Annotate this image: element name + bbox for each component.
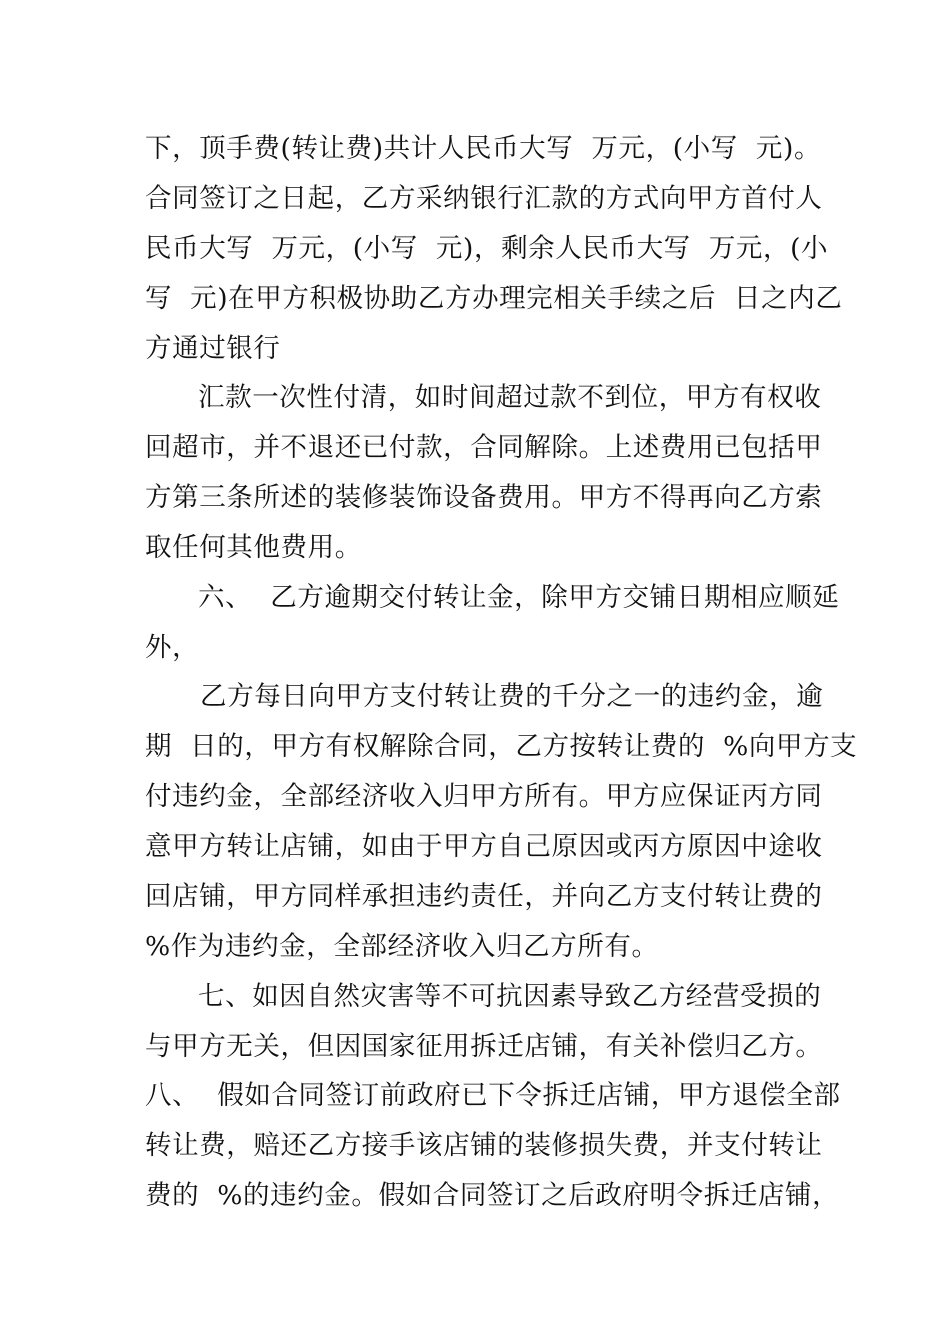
- text-line: 付违约金，全部经济收入归甲方所有。甲方应保证丙方同: [145, 781, 823, 812]
- text-line: 取任何其他费用。: [145, 532, 362, 563]
- paragraph-first-line: 乙方每日向甲方支付转让费的千分之一的违约金，逾: [200, 681, 824, 712]
- text-line: 方第三条所述的装修装饰设备费用。甲方不得再向乙方索: [145, 482, 823, 513]
- text-line: 意甲方转让店铺，如由于甲方自己原因或丙方原因中途收: [145, 831, 823, 862]
- text-line: 与甲方无关，但因国家征用拆迁店铺，有关补偿归乙方。: [145, 1031, 823, 1062]
- paragraph-first-line: 汇款一次性付清，如时间超过款不到位，甲方有权收: [198, 382, 822, 413]
- text-line: 费的 %的违约金。假如合同签订之后政府明令拆迁店铺，: [145, 1180, 840, 1211]
- text-line: 回超市，并不退还已付款，合同解除。上述费用已包括甲: [145, 432, 823, 463]
- text-line: 下，顶手费(转让费)共计人民币大写 万元，(小写 元)。: [145, 133, 822, 164]
- clause-seven-line: 七、如因自然灾害等不可抗因素导致乙方经营受损的: [198, 981, 822, 1012]
- text-line: 期 日的，甲方有权解除合同，乙方按转让费的 %向甲方支: [145, 731, 858, 762]
- text-line: %作为违约金，全部经济收入归乙方所有。: [145, 931, 659, 962]
- text-line: 合同签订之日起，乙方采纳银行汇款的方式向甲方首付人: [145, 183, 823, 214]
- clause-six-heading-line: 六、 乙方逾期交付转让金，除甲方交铺日期相应顺延: [198, 582, 840, 613]
- text-line: 回店铺，甲方同样承担违约责任，并向乙方支付转让费的: [145, 881, 823, 912]
- text-line: 外，: [145, 632, 200, 663]
- text-line: 方通过银行: [145, 333, 281, 364]
- text-line: 民币大写 万元，(小写 元)，剩余人民币大写 万元，(小: [145, 233, 829, 264]
- text-line: 写 元)在甲方积极协助乙方办理完相关手续之后 日之内乙: [145, 283, 843, 314]
- text-line: 转让费，赔还乙方接手该店铺的装修损失费，并支付转让: [145, 1130, 823, 1161]
- clause-eight-line: 八、 假如合同签订前政府已下令拆迁店铺，甲方退偿全部: [145, 1080, 841, 1111]
